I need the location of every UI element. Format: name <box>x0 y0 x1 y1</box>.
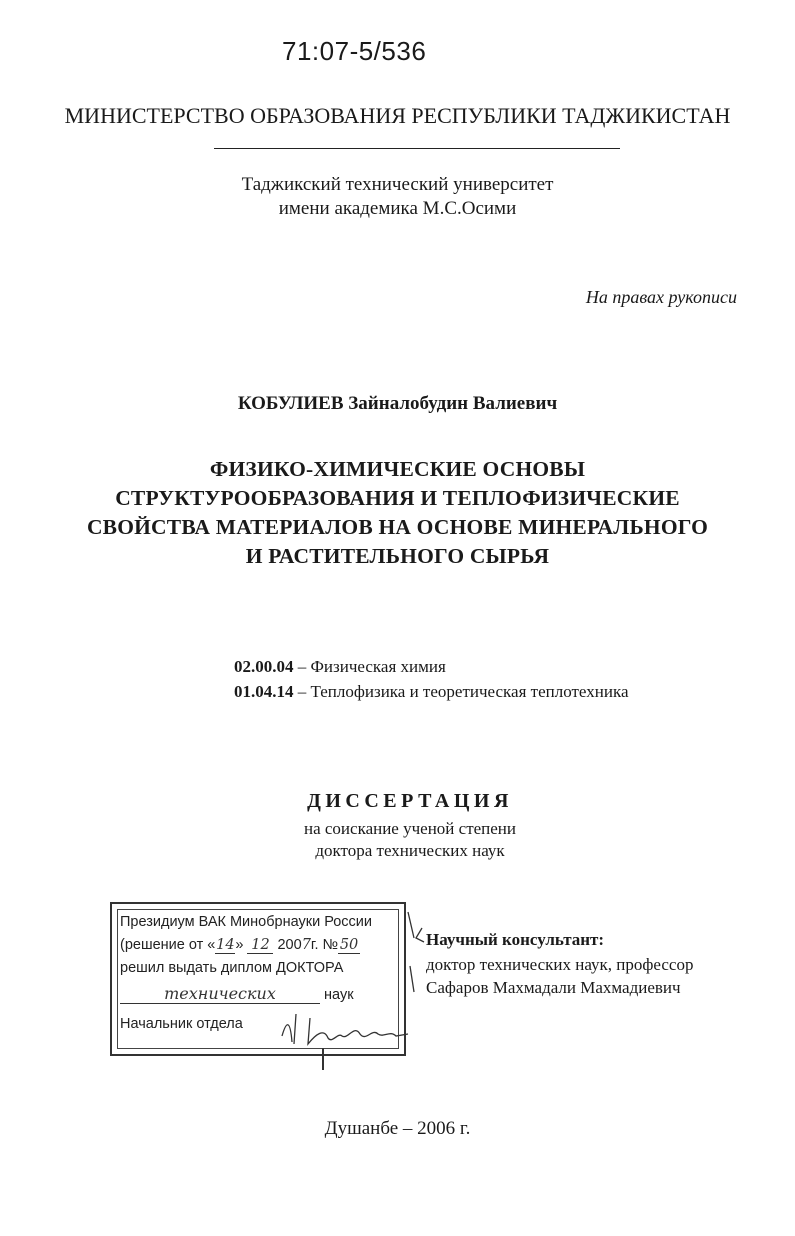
consultant-degree: доктор технических наук, профессор <box>426 955 694 974</box>
header-divider <box>214 148 620 149</box>
specialty-dash: – <box>293 657 311 676</box>
thesis-title-line: СТРУКТУРООБРАЗОВАНИЯ И ТЕПЛОФИЗИЧЕСКИЕ <box>115 486 680 510</box>
stamp-day: 14 <box>216 937 235 953</box>
thesis-title-line: И РАСТИТЕЛЬНОГО СЫРЬЯ <box>245 544 550 568</box>
consultant-label: Научный консультант: <box>426 930 605 949</box>
specialty-item <box>234 657 446 677</box>
specialty-name: Теплофизика и теоретическая теплотехника <box>310 682 629 701</box>
stamp-tail-line <box>322 1048 324 1070</box>
thesis-title-line: ФИЗИКО-ХИМИЧЕСКИЕ ОСНОВЫ <box>209 457 586 481</box>
stamp-diploma: решил выдать диплом ДОКТОРА <box>120 960 344 976</box>
vak-stamp <box>110 902 406 1056</box>
dissertation-degree <box>250 818 570 862</box>
archive-code: 71:07-5/536 <box>282 36 427 66</box>
stamp-number: 50 <box>339 937 359 953</box>
stamp-decision-prefix: (решение от « <box>120 937 216 953</box>
specialty-code: 01.04.14 <box>234 682 294 701</box>
specialty-item <box>234 682 629 702</box>
university-named-after: имени академика М.С.Осими <box>278 198 517 219</box>
stamp-presidium: Президиум ВАК Минобрнауки России <box>120 914 373 930</box>
stamp-field-handwritten: технических <box>120 984 320 1004</box>
author-name: КОБУЛИЕВ Зайналобудин Валиевич <box>237 393 558 414</box>
specialty-name: Физическая химия <box>310 657 446 676</box>
specialty-code: 02.00.04 <box>234 657 294 676</box>
university-name: Таджикский технический университет <box>241 174 554 195</box>
stamp-month: 12 <box>247 937 273 954</box>
ministry-heading: МИНИСТЕРСТВО ОБРАЗОВАНИЯ РЕСПУБЛИКИ ТАДЖИКИСТАН <box>64 103 731 128</box>
thesis-title-line: СВОЙСТВА МАТЕРИАЛОВ НА ОСНОВЕ МИНЕРАЛЬНОГО <box>86 515 709 539</box>
signature-mark <box>272 1004 412 1054</box>
stamp-field <box>120 984 354 1004</box>
thesis-title <box>80 455 715 571</box>
stamp-head-label: Начальник отдела <box>120 1016 243 1032</box>
dissertation-heading: ДИССЕРТАЦИЯ <box>307 790 513 812</box>
stamp-head <box>120 1016 243 1032</box>
stamp-year-suffix: г. № <box>310 937 339 953</box>
rights-note: На правах рукописи <box>585 287 737 307</box>
stamp-decision <box>120 937 360 954</box>
stamp-quote-close: » <box>235 937 244 953</box>
stamp-year-digit: 7 <box>301 937 311 953</box>
stamp-edge-scribble <box>402 908 432 998</box>
city-year: Душанбе – 2006 г. <box>324 1118 471 1139</box>
dissertation-line: на соискание ученой степени <box>303 819 517 838</box>
specialty-dash: – <box>293 682 311 701</box>
stamp-field-suffix: наук <box>324 987 354 1003</box>
university-block <box>0 173 795 221</box>
stamp-year-prefix: 200 <box>277 937 302 953</box>
consultant-name: Сафаров Махмадали Махмадиевич <box>426 978 681 997</box>
dissertation-line: доктора технических наук <box>315 841 505 860</box>
